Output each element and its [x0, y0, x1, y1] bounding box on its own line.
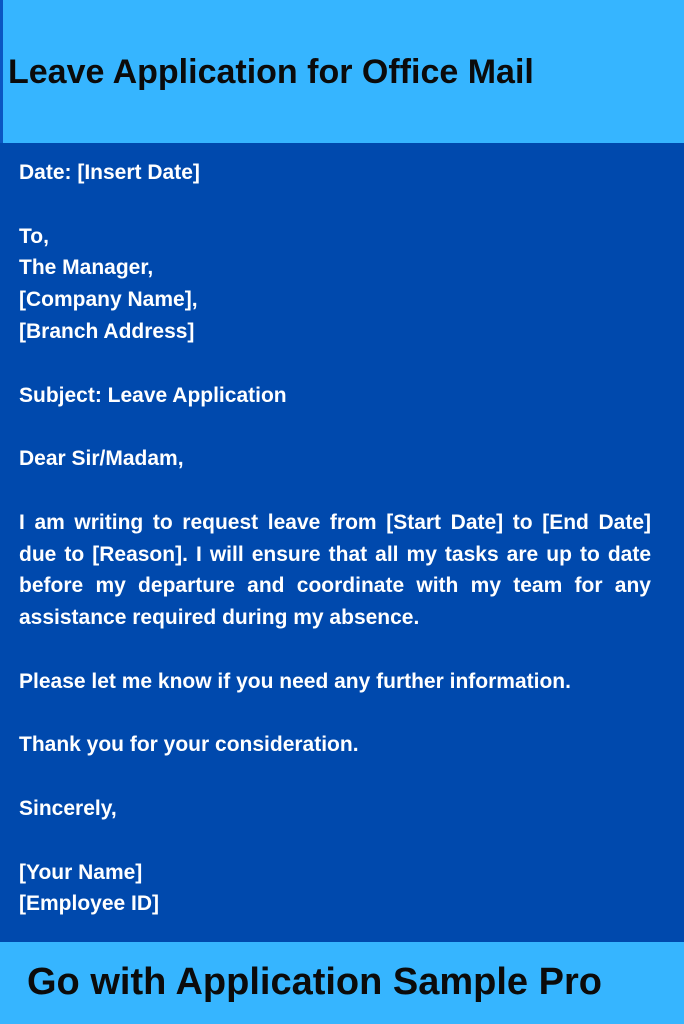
recipient-line: [Company Name],: [19, 288, 198, 312]
header-accent-stripe: [0, 0, 3, 143]
footer-brand-text: Go with Application Sample Pro: [27, 961, 602, 1003]
letter-closing: Sincerely,: [19, 796, 117, 820]
signature-line: [Your Name]: [19, 860, 143, 884]
spacer: [19, 825, 651, 857]
letter-salutation: Dear Sir/Madam,: [19, 447, 184, 471]
letter-thanks: Thank you for your consideration.: [19, 733, 359, 757]
letter-body: [19, 157, 651, 920]
spacer: [19, 189, 651, 221]
letter-body-paragraph: I am writing to request leave from [Start Date] to [End Date] due to [Reason]. I will ensure that all my tasks are up to date before my departure and coordinate with my team for any assistance required during my absence.: [19, 510, 651, 630]
letter-date: Date: [Insert Date]: [19, 161, 200, 184]
spacer: [19, 634, 651, 666]
signature-line: [Employee ID]: [19, 892, 160, 916]
spacer: [19, 761, 651, 793]
spacer: [19, 348, 651, 380]
footer-banner: [0, 942, 684, 1024]
letter-further-info: Please let me know if you need any further information.: [19, 669, 571, 693]
recipient-line: [Branch Address]: [19, 319, 195, 343]
letter-subject: Subject: Leave Application: [19, 383, 287, 407]
header-banner: [0, 0, 684, 143]
recipient-block: [19, 221, 651, 348]
page-title: Leave Application for Office Mail: [8, 53, 534, 91]
spacer: [19, 411, 651, 443]
recipient-line: The Manager,: [19, 256, 154, 280]
signature-block: [19, 857, 651, 921]
spacer: [19, 698, 651, 730]
spacer: [19, 475, 651, 507]
recipient-line: To,: [19, 224, 49, 248]
